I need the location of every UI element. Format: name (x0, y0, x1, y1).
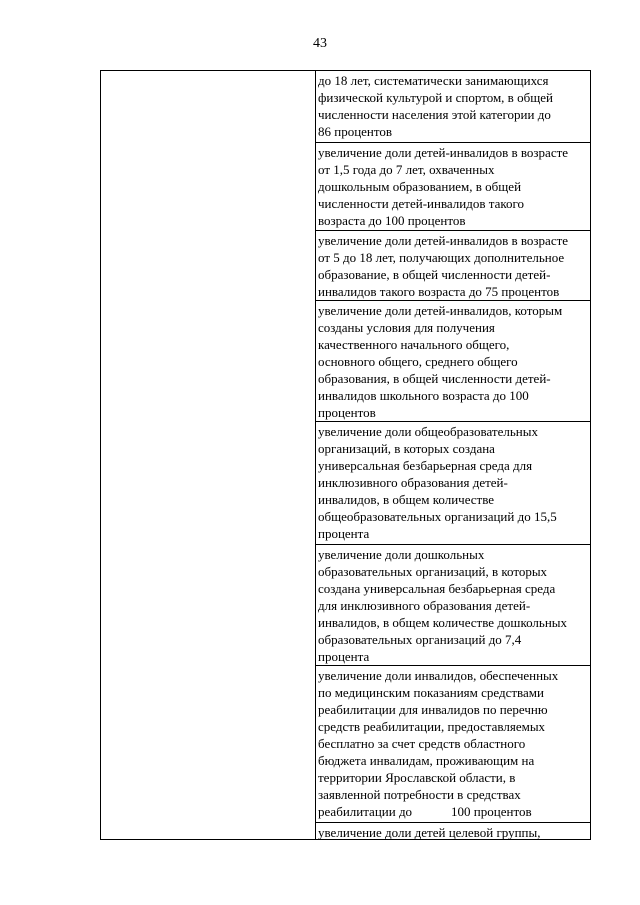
row-text-line: образовательных организаций до 7,4 (318, 632, 522, 647)
row-text-line: общеобразовательных организаций до 15,5 (318, 509, 557, 524)
row-text-line: реабилитации для инвалидов по перечню (318, 702, 548, 717)
table-row (316, 823, 590, 839)
table-row (316, 545, 590, 666)
row-text-line: основного общего, среднего общего (318, 354, 518, 369)
row-text-line: заявленной потребности в средствах (318, 787, 521, 802)
row-text-line: процента (318, 649, 370, 664)
row-text-line: инвалидов школьного возраста до 100 (318, 388, 529, 403)
row-text-line: увеличение доли детей-инвалидов в возрасте (318, 145, 569, 160)
row-text-line: увеличение доли детей-инвалидов, которым (318, 303, 563, 318)
row-text-line: от 1,5 года до 7 лет, охваченных (318, 162, 495, 177)
row-text-line: процента (318, 526, 370, 541)
right-column (316, 71, 591, 839)
document-table (100, 70, 591, 840)
row-text-line: качественного начального общего, (318, 337, 510, 352)
row-text-line: создана универсальная безбарьерная среда (318, 581, 556, 596)
row-text-line: средств реабилитации, предоставляемых (318, 719, 546, 734)
row-text-line: образования, в общей численности детей- (318, 371, 551, 386)
row-text-line: территории Ярославской области, в (318, 770, 516, 785)
row-text-line: инвалидов, в общем количестве (318, 492, 495, 507)
row-text-line: до 18 лет, систематически занимающихся (318, 73, 549, 88)
row-text-line: физической культурой и спортом, в общей (318, 90, 553, 105)
row-text-line: от 5 до 18 лет, получающих дополнительное (318, 250, 565, 265)
row-text-line: по медицинским показаниям средствами (318, 685, 544, 700)
row-text-line: увеличение доли дошкольных (318, 547, 485, 562)
row-text-line: бесплатно за счет средств областного (318, 736, 526, 751)
row-text-line: образование, в общей численности детей- (318, 267, 551, 282)
row-text-line: для инклюзивного образования детей- (318, 598, 531, 613)
row-text-line: возраста до 100 процентов (318, 213, 466, 228)
row-text-line: образовательных организаций, в которых (318, 564, 548, 579)
row-text-line: увеличение доли детей-инвалидов в возрасте (318, 233, 569, 248)
table-row (316, 666, 590, 823)
row-text-line: универсальная безбарьерная среда для (318, 458, 533, 473)
row-text-line: увеличение доли инвалидов, обеспеченных (318, 668, 559, 683)
row-text-line: инвалидов такого возраста до 75 процентов (318, 284, 560, 299)
table-row (316, 231, 590, 301)
row-text-line: дошкольным образованием, в общей (318, 179, 522, 194)
row-text-line: численности населения этой категории до (318, 107, 551, 122)
row-text-line: увеличение доли детей целевой группы, (318, 825, 541, 840)
row-text-line: организаций, в которых создана (318, 441, 495, 456)
row-text-line: численности детей-инвалидов такого (318, 196, 525, 211)
row-text-line: 86 процентов (318, 124, 393, 139)
row-text-line: созданы условия для получения (318, 320, 495, 335)
left-column-empty (101, 71, 316, 839)
row-text-line: процентов (318, 405, 376, 420)
row-text-line: инклюзивного образования детей- (318, 475, 508, 490)
row-text-line: инвалидов, в общем количестве дошкольных (318, 615, 568, 630)
row-text-line: реабилитации до 100 процентов (318, 804, 532, 819)
page-number: 43 (313, 36, 327, 51)
row-text-line: увеличение доли общеобразовательных (318, 424, 538, 439)
table-row (316, 422, 590, 545)
row-text-line: бюджета инвалидам, проживающим на (318, 753, 535, 768)
table-row (316, 301, 590, 422)
table-row (316, 71, 590, 143)
table-row (316, 143, 590, 231)
